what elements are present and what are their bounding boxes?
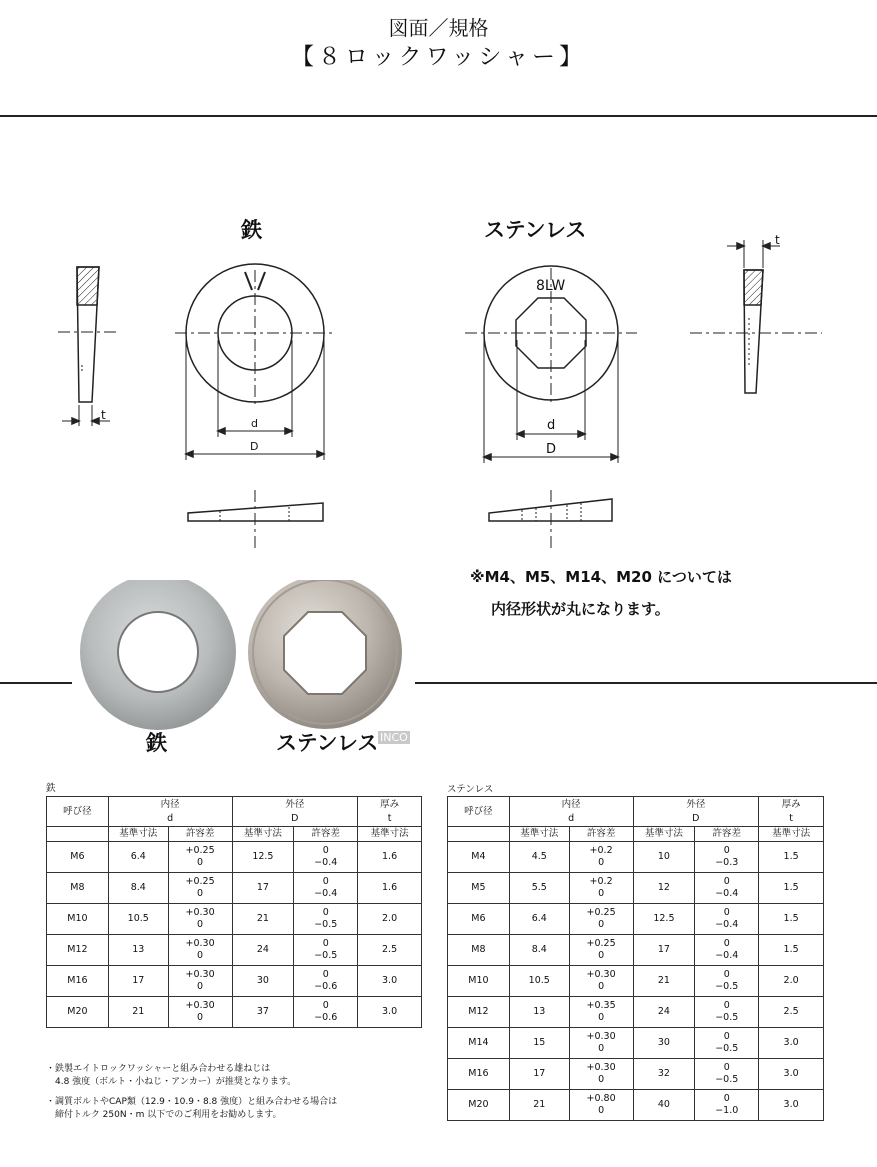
cell-inner-tol-line: 0 — [598, 1105, 605, 1116]
cell-size: M12 — [47, 935, 109, 966]
footnote-1a: ・鉄製エイトロックワッシャーと組み合わせる雄ねじは — [46, 1064, 271, 1074]
cell-size: M14 — [448, 1028, 510, 1059]
cell-outer-base: 21 — [232, 904, 294, 935]
iron-front-view — [175, 264, 335, 460]
cell-inner-tol-line: 0 — [197, 950, 204, 961]
cell-inner-tol-line: +0.35 — [586, 1000, 616, 1011]
cell-inner-base: 10.5 — [108, 904, 168, 935]
cell-thick-base: 1.5 — [759, 873, 824, 904]
cell-inner-tol-line: 0 — [197, 857, 204, 868]
stainless-front-view — [465, 266, 637, 463]
cell-thick-base: 3.0 — [759, 1028, 824, 1059]
cell-thick-base: 1.6 — [358, 873, 422, 904]
photo-divider-left — [0, 682, 72, 684]
cell-outer-tol-line: −0.5 — [314, 950, 338, 961]
cell-outer-base: 12 — [633, 873, 695, 904]
cell-inner-base: 21 — [108, 997, 168, 1028]
header-outer: 外径 — [633, 797, 759, 813]
cell-outer-base: 32 — [633, 1059, 695, 1090]
dim-d-stainless: d — [547, 418, 556, 433]
cell-inner-tol-line: +0.25 — [185, 876, 215, 887]
header-inner: 内径 — [509, 797, 633, 813]
cell-outer-tol-line: −0.5 — [715, 981, 739, 992]
header-base: 基準寸法 — [108, 827, 168, 842]
header-tol: 許容差 — [695, 827, 759, 842]
cell-thick-base: 3.0 — [358, 966, 422, 997]
table-row — [448, 1059, 824, 1090]
cell-inner-tol-line: 0 — [598, 1043, 605, 1054]
cell-size: M5 — [448, 873, 510, 904]
cell-inner-base: 17 — [509, 1059, 569, 1090]
header-inner-sym: d — [108, 812, 232, 827]
cell-outer-base: 21 — [633, 966, 695, 997]
table-row — [47, 873, 422, 904]
cell-outer-base: 17 — [232, 873, 294, 904]
cell-inner-tol — [168, 873, 232, 904]
cell-inner-tol-line: 0 — [598, 981, 605, 992]
cell-outer-base: 37 — [232, 997, 294, 1028]
header-outer-sym: D — [633, 812, 759, 827]
cell-size: M8 — [448, 935, 510, 966]
dim-t-right: t — [775, 233, 780, 247]
cell-inner-tol — [569, 1090, 633, 1121]
cell-outer-base: 10 — [633, 842, 695, 873]
cell-inner-tol-line: +0.25 — [185, 845, 215, 856]
table-row — [448, 935, 824, 966]
cell-inner-tol-line: 0 — [598, 919, 605, 930]
cell-thick-base: 2.5 — [358, 935, 422, 966]
header-inner: 内径 — [108, 797, 232, 813]
footnote-2b: 締付トルク 250N・m 以下でのご利用をお勧めします。 — [46, 1110, 282, 1120]
cell-inner-tol-line: +0.80 — [586, 1093, 616, 1104]
cell-inner-tol — [569, 1059, 633, 1090]
table-row — [448, 1028, 824, 1059]
stainless-side-profile — [690, 240, 822, 393]
cell-inner-base: 5.5 — [509, 873, 569, 904]
cell-thick-base: 1.5 — [759, 935, 824, 966]
cell-inner-base: 15 — [509, 1028, 569, 1059]
cell-outer-tol-line: 0 — [723, 1093, 730, 1104]
cell-thick-base: 2.5 — [759, 997, 824, 1028]
cell-outer-tol-line: 0 — [723, 876, 730, 887]
cell-outer-tol-line: 0 — [322, 907, 329, 918]
cell-thick-base: 3.0 — [759, 1090, 824, 1121]
cell-inner-tol-line: +0.30 — [185, 1000, 215, 1011]
cell-outer-tol-line: −0.5 — [715, 1012, 739, 1023]
header-tol: 許容差 — [569, 827, 633, 842]
stamp-8lw: 8LW — [536, 278, 566, 294]
header-divider — [0, 115, 877, 117]
cell-thick-base: 1.5 — [759, 842, 824, 873]
cell-inner-tol-line: 0 — [598, 857, 605, 868]
cell-inner-tol — [168, 997, 232, 1028]
cell-outer-tol-line: 0 — [723, 1062, 730, 1073]
cell-size: M8 — [47, 873, 109, 904]
cell-thick-base: 1.5 — [759, 904, 824, 935]
photo-stainless-washer — [248, 580, 402, 729]
photo-iron-washer — [80, 580, 236, 730]
stainless-bottom-profile — [489, 490, 612, 548]
header-inner-sym: d — [509, 812, 633, 827]
cell-inner-tol-line: 0 — [197, 888, 204, 899]
header-thick: 厚み — [759, 797, 824, 813]
header-tol: 許容差 — [168, 827, 232, 842]
cell-outer-tol — [695, 1028, 759, 1059]
cell-outer-tol — [695, 966, 759, 997]
cell-inner-base: 17 — [108, 966, 168, 997]
cell-size: M12 — [448, 997, 510, 1028]
table-row — [448, 997, 824, 1028]
header-nominal: 呼び径 — [448, 797, 510, 827]
header-outer: 外径 — [232, 797, 358, 813]
cell-inner-tol — [168, 935, 232, 966]
footnote-1b: 4.8 強度（ボルト・小ねじ・アンカー）が推奨となります。 — [46, 1077, 297, 1087]
cell-inner-tol-line: +0.2 — [589, 845, 613, 856]
page-title: 図面／規格 — [388, 16, 489, 40]
cell-outer-tol-line: 0 — [723, 1031, 730, 1042]
cell-inner-tol-line: +0.2 — [589, 876, 613, 887]
cell-thick-base: 1.6 — [358, 842, 422, 873]
cell-inner-base: 10.5 — [509, 966, 569, 997]
cell-inner-base: 8.4 — [509, 935, 569, 966]
cell-inner-tol-line: 0 — [598, 1074, 605, 1085]
photo-caption-iron: 鉄 — [146, 731, 167, 755]
cell-inner-tol-line: 0 — [197, 981, 204, 992]
cell-inner-tol-line: 0 — [197, 1012, 204, 1023]
iron-table-caption: 鉄 — [46, 783, 56, 794]
cell-inner-tol-line: 0 — [598, 950, 605, 961]
cell-inner-tol — [569, 966, 633, 997]
cell-outer-base: 17 — [633, 935, 695, 966]
header-tol: 許容差 — [294, 827, 358, 842]
table-row — [448, 873, 824, 904]
dim-d-iron: d — [251, 417, 258, 430]
cell-inner-tol — [569, 997, 633, 1028]
cell-outer-tol-line: 0 — [723, 845, 730, 856]
cell-inner-tol-line: +0.30 — [586, 969, 616, 980]
drawing-label-iron: 鉄 — [241, 218, 262, 242]
dim-D-iron: D — [250, 440, 259, 453]
header-nominal: 呼び径 — [47, 797, 109, 827]
cell-size: M16 — [448, 1059, 510, 1090]
cell-outer-tol — [695, 997, 759, 1028]
cell-outer-tol-line: 0 — [723, 1000, 730, 1011]
table-row — [47, 904, 422, 935]
cell-outer-tol — [294, 935, 358, 966]
cell-outer-tol — [695, 842, 759, 873]
cell-inner-tol — [569, 935, 633, 966]
stainless-table-caption: ステンレス — [447, 784, 494, 795]
iron-spec-table — [46, 796, 422, 1028]
cell-outer-tol — [695, 904, 759, 935]
cell-size: M6 — [448, 904, 510, 935]
cell-outer-tol — [294, 904, 358, 935]
page-subtitle: 【８ロックワッシャー】 — [291, 44, 586, 70]
note-line-2: 内径形状が丸になります。 — [491, 600, 670, 618]
cell-outer-tol — [695, 1090, 759, 1121]
cell-outer-base: 12.5 — [232, 842, 294, 873]
cell-outer-tol — [294, 997, 358, 1028]
cell-inner-tol-line: 0 — [197, 919, 204, 930]
cell-outer-tol-line: −0.5 — [715, 1043, 739, 1054]
dim-t-left: t — [101, 408, 106, 422]
cell-outer-tol-line: 0 — [322, 876, 329, 887]
cell-outer-tol-line: 0 — [723, 907, 730, 918]
cell-inner-tol-line: +0.25 — [586, 907, 616, 918]
cell-inner-base: 13 — [509, 997, 569, 1028]
cell-thick-base: 2.0 — [759, 966, 824, 997]
table-row — [448, 966, 824, 997]
header-blank — [448, 827, 510, 842]
header-blank — [47, 827, 109, 842]
cell-inner-tol — [168, 966, 232, 997]
table-row — [448, 904, 824, 935]
cell-inner-tol-line: +0.30 — [586, 1031, 616, 1042]
cell-size: M10 — [448, 966, 510, 997]
cell-outer-tol-line: −0.4 — [314, 857, 338, 868]
cell-outer-tol-line: −0.4 — [715, 950, 739, 961]
cell-outer-tol-line: 0 — [322, 845, 329, 856]
cell-outer-tol-line: −0.3 — [715, 857, 739, 868]
cell-size: M6 — [47, 842, 109, 873]
cell-inner-tol-line: +0.30 — [185, 969, 215, 980]
header-outer-sym: D — [232, 812, 358, 827]
header-thick: 厚み — [358, 797, 422, 813]
cell-outer-tol — [695, 935, 759, 966]
cell-outer-base: 30 — [232, 966, 294, 997]
cell-outer-tol-line: −0.5 — [314, 919, 338, 930]
iron-side-profile — [58, 267, 120, 426]
watermark: INCO — [380, 731, 408, 744]
cell-outer-tol — [695, 1059, 759, 1090]
table-row — [448, 1090, 824, 1121]
footnotes — [46, 1063, 337, 1122]
cell-inner-tol — [569, 842, 633, 873]
cell-outer-tol-line: −0.6 — [314, 1012, 338, 1023]
header-base: 基準寸法 — [633, 827, 695, 842]
cell-outer-tol-line: −1.0 — [715, 1105, 739, 1116]
table-row — [47, 966, 422, 997]
cell-inner-tol-line: +0.30 — [185, 938, 215, 949]
cell-outer-tol-line: −0.6 — [314, 981, 338, 992]
iron-bottom-profile — [188, 490, 323, 548]
cell-inner-base: 13 — [108, 935, 168, 966]
cell-inner-base: 21 — [509, 1090, 569, 1121]
cell-size: M20 — [448, 1090, 510, 1121]
cell-thick-base: 3.0 — [358, 997, 422, 1028]
cell-outer-tol — [294, 966, 358, 997]
cell-outer-tol-line: −0.4 — [314, 888, 338, 899]
cell-size: M4 — [448, 842, 510, 873]
cell-outer-tol-line: 0 — [322, 938, 329, 949]
cell-inner-base: 4.5 — [509, 842, 569, 873]
table-row — [47, 842, 422, 873]
dim-D-stainless: D — [546, 442, 557, 457]
cell-inner-tol — [168, 904, 232, 935]
cell-inner-tol — [569, 904, 633, 935]
cell-outer-tol-line: 0 — [723, 969, 730, 980]
table-row — [448, 842, 824, 873]
cell-inner-tol-line: +0.25 — [586, 938, 616, 949]
cell-outer-base: 40 — [633, 1090, 695, 1121]
photo-caption-stainless: ステンレス — [276, 731, 379, 755]
cell-outer-base: 12.5 — [633, 904, 695, 935]
cell-inner-tol — [569, 873, 633, 904]
technical-drawing — [0, 120, 877, 560]
cell-outer-base: 24 — [633, 997, 695, 1028]
cell-inner-base: 6.4 — [108, 842, 168, 873]
photo-washers — [70, 580, 415, 730]
cell-size: M20 — [47, 997, 109, 1028]
cell-inner-tol — [168, 842, 232, 873]
header-base: 基準寸法 — [232, 827, 294, 842]
cell-outer-tol-line: 0 — [322, 969, 329, 980]
table-row — [47, 935, 422, 966]
header-base: 基準寸法 — [358, 827, 422, 842]
table-row — [47, 997, 422, 1028]
cell-size: M10 — [47, 904, 109, 935]
cell-outer-tol-line: 0 — [723, 938, 730, 949]
cell-outer-tol-line: −0.4 — [715, 919, 739, 930]
footnote-2a: ・調質ボルトやCAP類（12.9・10.9・8.8 強度）と組み合わせる場合は — [46, 1097, 338, 1107]
photo-divider-right — [415, 682, 877, 684]
stainless-spec-table — [447, 796, 824, 1121]
cell-inner-tol-line: 0 — [598, 888, 605, 899]
cell-inner-tol-line: +0.30 — [586, 1062, 616, 1073]
cell-outer-tol-line: −0.5 — [715, 1074, 739, 1085]
cell-outer-base: 30 — [633, 1028, 695, 1059]
note-line-1: ※M4、M5、M14、M20 については — [470, 568, 732, 586]
cell-outer-tol — [695, 873, 759, 904]
cell-size: M16 — [47, 966, 109, 997]
cell-inner-tol-line: +0.30 — [185, 907, 215, 918]
cell-inner-tol-line: 0 — [598, 1012, 605, 1023]
header-base: 基準寸法 — [509, 827, 569, 842]
cell-outer-tol — [294, 873, 358, 904]
cell-inner-base: 6.4 — [509, 904, 569, 935]
header-thick-sym: t — [358, 812, 422, 827]
cell-outer-tol — [294, 842, 358, 873]
cell-inner-tol — [569, 1028, 633, 1059]
cell-inner-base: 8.4 — [108, 873, 168, 904]
cell-outer-tol-line: 0 — [322, 1000, 329, 1011]
drawing-label-stainless: ステンレス — [484, 218, 587, 242]
header-base: 基準寸法 — [759, 827, 824, 842]
cell-thick-base: 3.0 — [759, 1059, 824, 1090]
header-thick-sym: t — [759, 812, 824, 827]
cell-outer-tol-line: −0.4 — [715, 888, 739, 899]
cell-thick-base: 2.0 — [358, 904, 422, 935]
cell-outer-base: 24 — [232, 935, 294, 966]
